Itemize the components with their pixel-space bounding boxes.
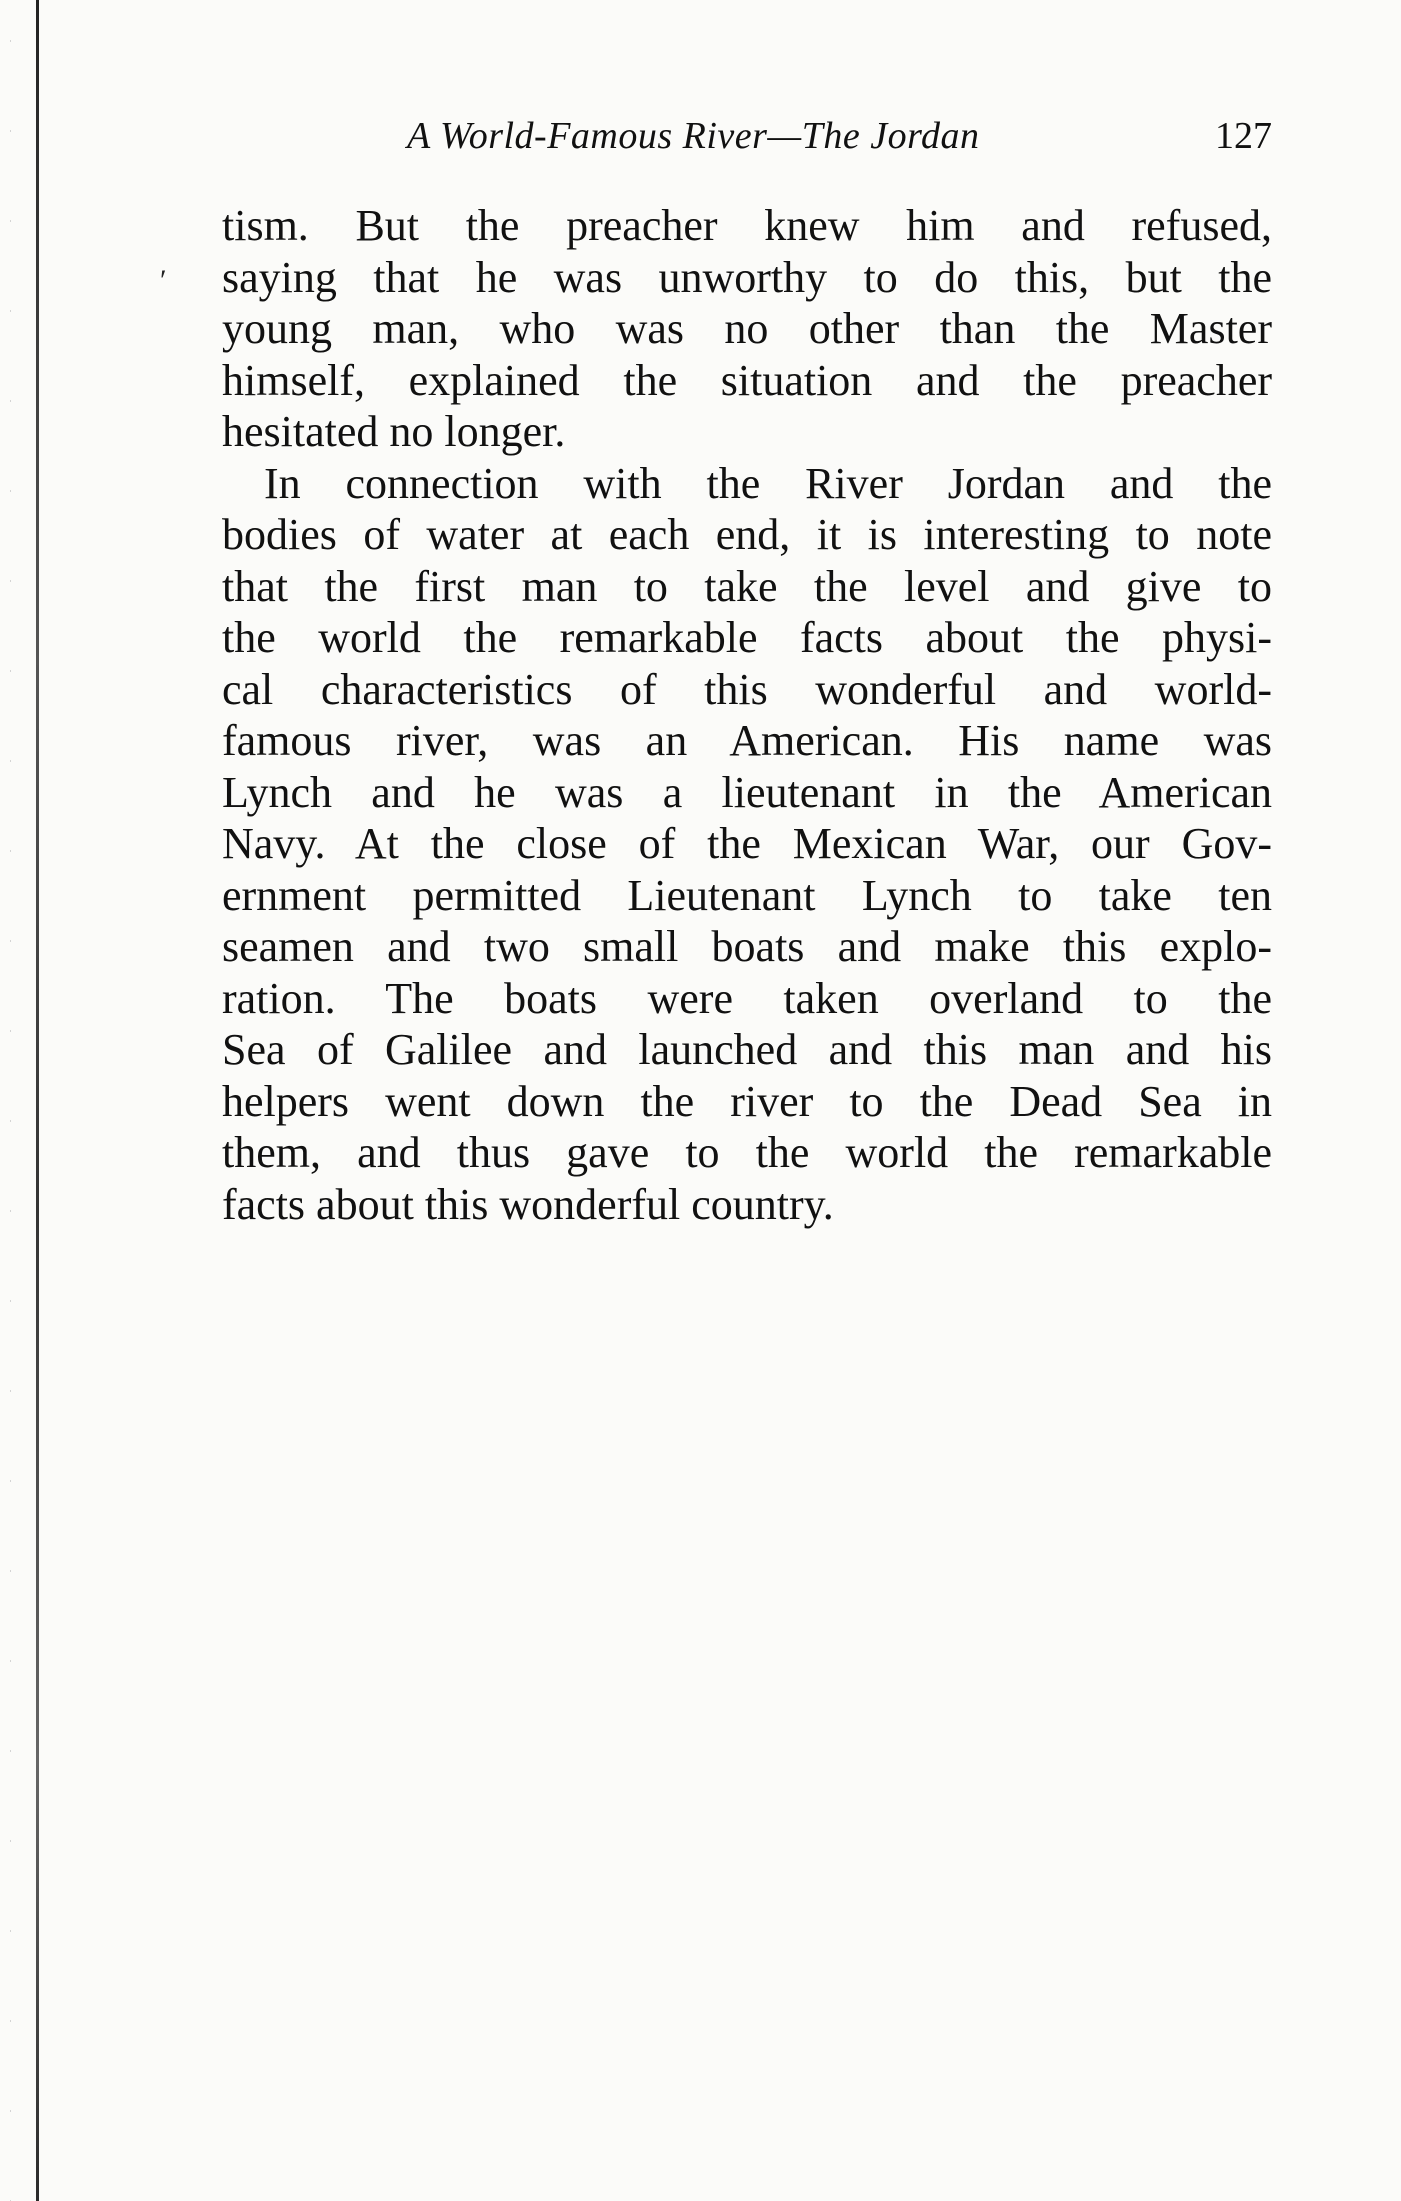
margin-mark: ′ — [160, 264, 167, 297]
text-line: himself, explained the situation and the preacher — [222, 355, 1272, 405]
binding-edge — [36, 0, 39, 2201]
text-line: that the first man to take the level and give to — [222, 561, 1272, 611]
paragraph-start-line: In connection with the River Jordan and the — [264, 458, 1272, 508]
page-edge-speckle — [10, 0, 11, 2201]
text-line: saying that he was unworthy to do this, but the — [222, 252, 1272, 302]
text-line: ernment permitted Lieutenant Lynch to take ten — [222, 870, 1272, 920]
text-line: Lynch and he was a lieutenant in the American — [222, 767, 1272, 817]
text-line: them, and thus gave to the world the remarkable — [222, 1128, 1272, 1177]
text-line: Sea of Galilee and launched and this man and his — [222, 1025, 1272, 1074]
text-line: young man, who was no other than the Master — [222, 304, 1272, 353]
body-text — [222, 200, 1272, 1230]
running-head — [222, 108, 1272, 164]
text-line: hesitated no longer. — [222, 407, 566, 456]
running-title: A World-Famous River—The Jordan — [407, 115, 980, 157]
text-line: Navy. At the close of the Mexican War, our Gov- — [222, 819, 1272, 868]
text-line: ration. The boats were taken overland to the — [222, 973, 1272, 1023]
text-line: famous river, was an American. His name was — [222, 716, 1272, 765]
text-line: the world the remarkable facts about the physi- — [222, 613, 1272, 662]
text-line: tism. But the preacher knew him and refused, — [222, 201, 1272, 250]
text-line: facts about this wonderful country. — [222, 1179, 834, 1229]
page-number: 127 — [1215, 115, 1272, 157]
text-line: bodies of water at each end, it is interesting to note — [222, 510, 1272, 559]
text-line: helpers went down the river to the Dead Sea in — [222, 1076, 1272, 1126]
text-line: seamen and two small boats and make this explo- — [222, 922, 1272, 971]
text-line: cal characteristics of this wonderful and world- — [222, 664, 1272, 714]
